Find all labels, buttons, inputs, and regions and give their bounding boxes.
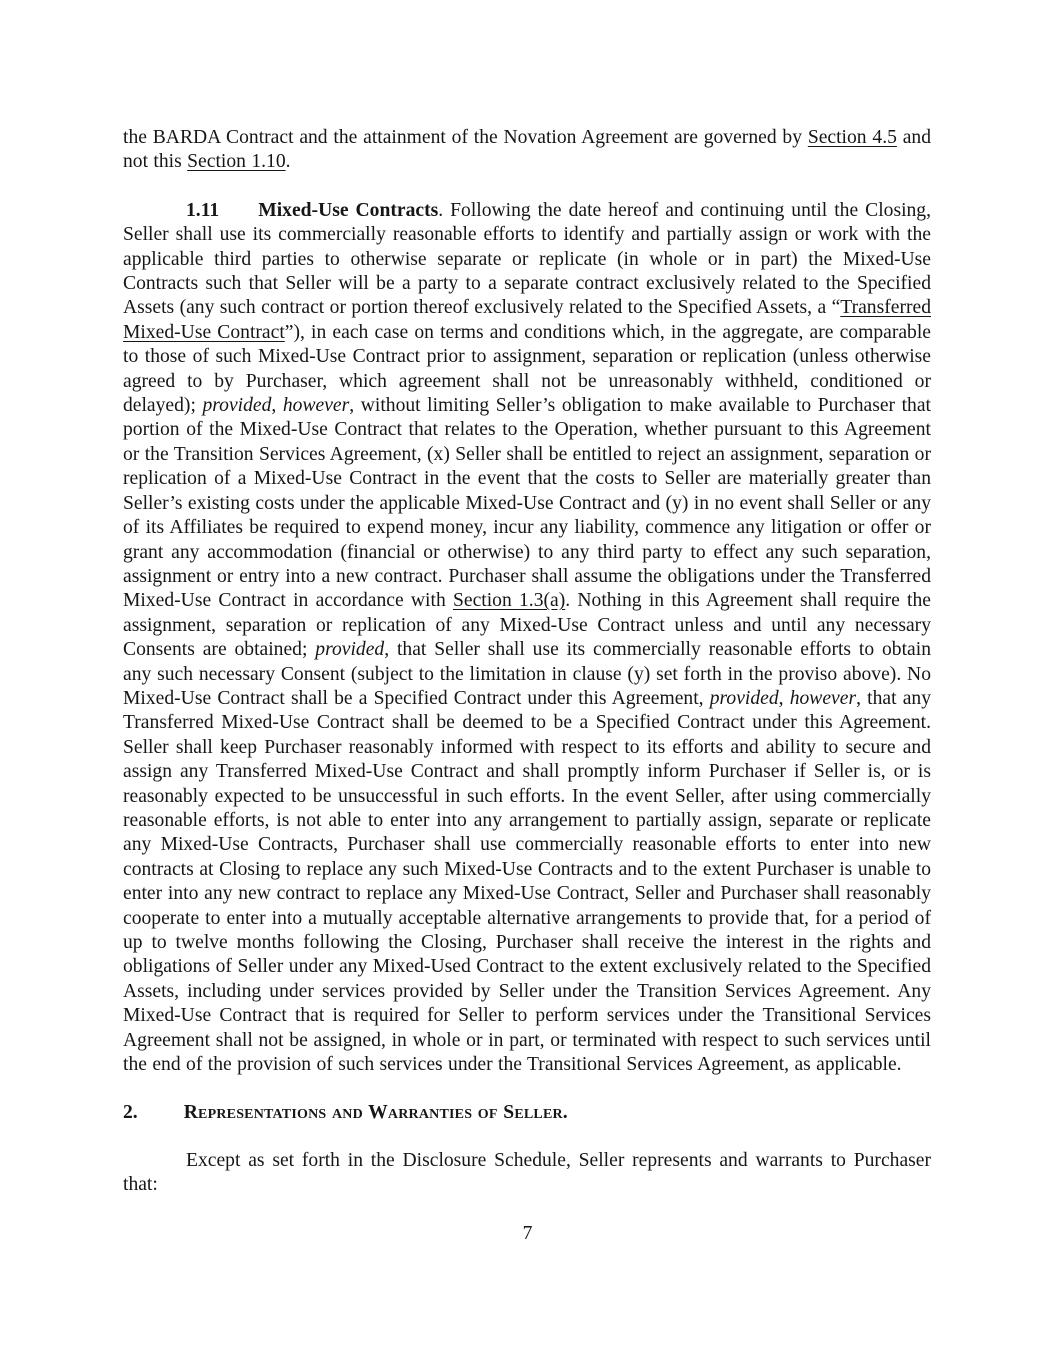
text-run: however <box>789 687 857 709</box>
text-run: provided <box>315 639 385 661</box>
page-number: 7 <box>522 1223 533 1244</box>
text-run: . Nothing in this Agreement shall require the assignment, separation or replication of any Mixed-Use Contract unless and until any necessary Consents are obtained; <box>123 590 931 661</box>
section-ref-1-3-a: Section 1.3(a) <box>452 590 566 612</box>
text-run: , <box>271 395 283 417</box>
defined-term: Transferred Mixed-Use Contract <box>123 297 931 343</box>
article-number: 2. <box>123 1102 138 1124</box>
paragraph-barda-continuation <box>123 126 931 175</box>
text-run: , without limiting Seller’s obligation to make available to Purchaser that portion of the Mixed-Use Contract that relates to the Operation, whether pursuant to this Agreement or the Transition Services Agreement, (x) Seller shall be entitled to reject an assignment, separation or replication of a Mixed-Use Contract in the event that the costs to Seller are materially greater than Seller’s existing costs under the applicable Mixed-Use Contract and (y) in no event shall Seller or any of its Affiliates be required to expend money, incur any liability, commence any litigation or offer or grant any accommodation (financial or otherwise) to any third party to effect any such separation, assignment or entry into a new contract. Purchaser shall assume the obligations under the Transferred Mixed-Use Contract in accordance with <box>123 395 931 612</box>
text-run: , that Seller shall use its commercially reasonable efforts to obtain any such necessary Consent (subject to the limitation in clause (y) set forth in the proviso above). No Mixed-Use Contract shall be a Specified Contract under this Agreement, <box>123 639 931 709</box>
heading-representations-and-warranties <box>123 1101 931 1125</box>
article-title: Representations and Warranties of Seller. <box>183 1102 568 1124</box>
section-number: 1.11 <box>186 199 220 221</box>
text-run: . Following the date hereof and continuing until the Closing, Seller shall use its commercially reasonable efforts to identify and partially assign or work with the applicable third parties to otherwise separate or replicate (in whole or in part) the Mixed-Use Contracts such that Seller will be a party to a separate contract exclusively related to the Specified Assets (any such contract or portion thereof exclusively related to the Specified Assets, a “ <box>123 199 932 319</box>
text-run: and not this <box>123 127 931 173</box>
section-ref-1-10: Section 1.10 <box>187 151 286 173</box>
text-run: provided <box>202 395 272 417</box>
text-run: ”), in each case on terms and conditions which, in the aggregate, are comparable to those of such Mixed-Use Contract prior to assignment, separation or replication (unless otherwise agreed to by Purchaser, which agreement shall not be unreasonably withheld, conditioned or delayed); <box>123 321 931 417</box>
text-run: , <box>778 687 790 709</box>
text-run: however <box>282 395 350 417</box>
paragraph-disclosure-schedule-intro <box>123 1149 931 1198</box>
section-title: Mixed-Use Contracts <box>258 199 439 221</box>
page-content <box>123 126 931 1222</box>
text-run: , that any Transferred Mixed-Use Contract shall be deemed to be a Specified Contract under this Agreement. Seller shall keep Purchaser reasonably informed with respect to its efforts and ability to secure and assign any Transferred Mixed-Use Contract and shall promptly inform Purchaser if Seller is, or is reasonably expected to be unsuccessful in such efforts. In the event Seller, after using commercially reasonable efforts, is not able to enter into any arrangement to partially assign, separate or replicate any Mixed-Use Contracts, Purchaser shall use commercially reasonable efforts to enter into new contracts at Closing to replace any such Mixed-Use Contracts and to the extent Purchaser is unable to enter into any new contract to replace any Mixed-Use Contract, Seller and Purchaser shall reasonably cooperate to enter into a mutually acceptable alternative arrangements to provide that, for a period of up to twelve months following the Closing, Purchaser shall receive the interest in the rights and obligations of Seller under any Mixed-Used Contract to the extent exclusively related to the Specified Assets, including under services provided by Seller under the Transition Services Agreement. Any Mixed-Use Contract that is required for Seller to perform services under the Transitional Services Agreement shall not be assigned, in whole or in part, or terminated with respect to such services until the end of the provision of such services under the Transitional Services Agreement, as applicable. <box>123 687 931 1076</box>
text-run: Except as set forth in the Disclosure Schedule, Seller represents and warrants to Purchaser that: <box>123 1149 931 1196</box>
section-ref-4-5: Section 4.5 <box>807 127 897 148</box>
text-run: provided <box>709 687 779 709</box>
text-run: the BARDA Contract and the attainment of the Novation Agreement are governed by <box>123 127 808 148</box>
paragraph-section-1-11-mixed-use-contracts <box>123 199 931 1078</box>
text-run: . <box>285 151 291 173</box>
